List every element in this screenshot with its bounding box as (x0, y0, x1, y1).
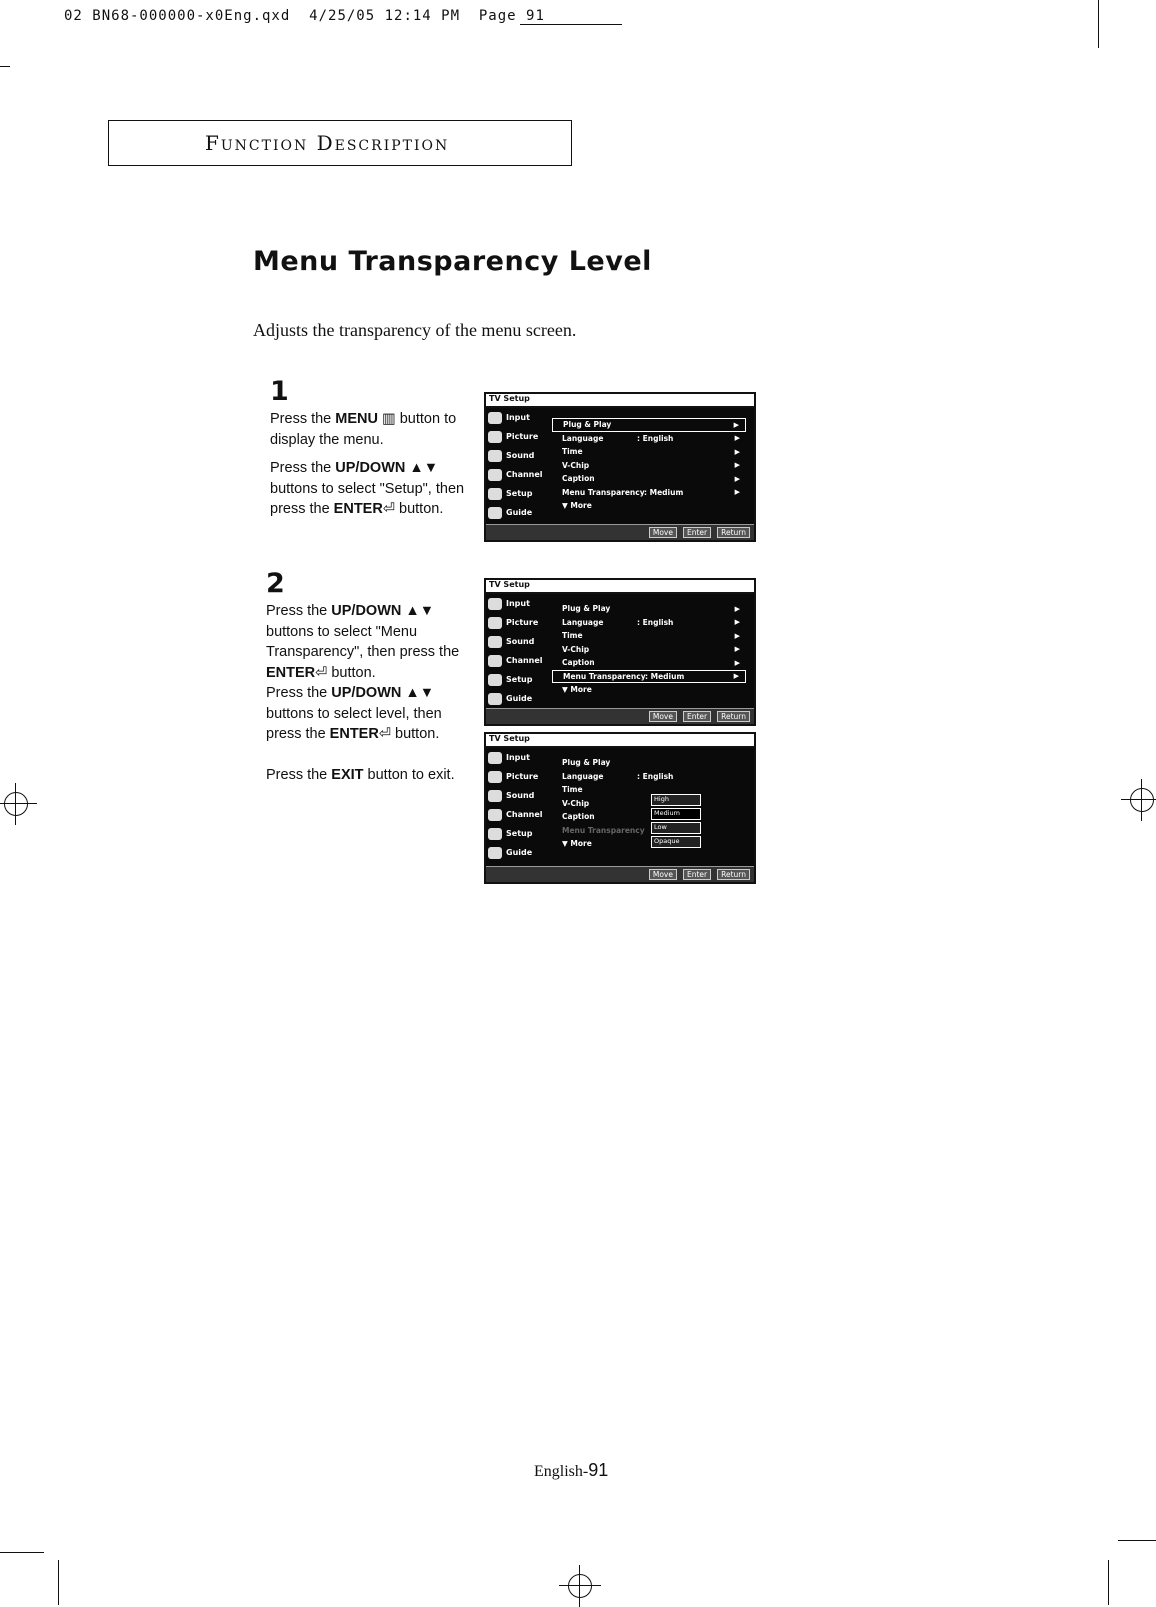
tv-sidebar-item (486, 503, 548, 522)
text: button. (394, 501, 444, 517)
level-option: Opaque (651, 836, 701, 848)
label: Input (506, 753, 530, 762)
tv-menu-screenshot-2 (484, 578, 756, 726)
label: Picture (506, 618, 539, 627)
text: Press the (270, 460, 336, 476)
tv-sidebar-item (486, 651, 548, 670)
label: Channel (506, 470, 543, 479)
channel-icon (488, 655, 502, 667)
button-name: UP/DOWN ▲▼ (331, 603, 435, 619)
menu-button-icon: ▥ (382, 411, 396, 427)
value: : English (637, 433, 674, 443)
tv-menu-item (552, 432, 746, 446)
tv-menu-item (552, 616, 746, 630)
channel-icon (488, 469, 502, 481)
label: V-Chip (562, 644, 590, 654)
tv-menu-item (552, 418, 746, 432)
step-paragraph (270, 458, 470, 520)
arrow-right-icon: ▶ (734, 474, 740, 483)
tv-menu-item (552, 810, 746, 824)
label: Language (562, 771, 604, 781)
tv-menu-item (552, 770, 746, 784)
input-icon (488, 598, 502, 610)
tv-menu-item (552, 459, 746, 473)
move-hint: Move (649, 527, 677, 538)
label: Channel (506, 810, 543, 819)
guide-icon (488, 507, 502, 519)
step-2 (266, 568, 476, 793)
label: Plug & Play (563, 420, 612, 430)
tv-sidebar-item (486, 465, 548, 484)
crop-mark (1098, 0, 1099, 48)
arrow-right-icon: ▶ (734, 488, 740, 497)
crop-mark (58, 1560, 59, 1605)
level-option-selected: Medium (651, 808, 701, 820)
step-paragraph (266, 601, 476, 683)
arrow-right-icon: ▶ (734, 604, 740, 613)
tv-menu-title: TV Setup (489, 394, 530, 403)
step-text (270, 409, 470, 520)
tv-sidebar (486, 594, 548, 708)
return-hint: Return (717, 711, 750, 722)
tv-menu-footer (486, 866, 754, 882)
enter-button-icon: ⏎ (378, 726, 391, 742)
text: buttons to select "Menu Transparency", then press the (266, 623, 460, 660)
enter-button-icon: ⏎ (315, 664, 328, 681)
tv-menu-items (552, 602, 746, 697)
channel-icon (488, 809, 502, 821)
crop-mark (1108, 1560, 1109, 1605)
step-number: 2 (266, 568, 285, 599)
setup-icon (488, 674, 502, 686)
tv-sidebar-item (486, 484, 548, 503)
sound-icon (488, 790, 502, 802)
text: buttons to select "Setup", then press the (270, 480, 465, 517)
text: buttons to select level, then press the (266, 705, 442, 742)
crop-line (520, 24, 622, 25)
tv-menu-header (486, 734, 754, 748)
label: ▼ More (562, 839, 592, 849)
arrow-right-icon: ▶ (734, 461, 740, 470)
input-icon (488, 752, 502, 764)
tv-menu-item (552, 683, 746, 697)
intro-text: Adjusts the transparency of the menu screen. (253, 320, 577, 340)
label: Picture (506, 772, 539, 781)
button-name: ENTER (266, 664, 316, 681)
text: button. (390, 726, 440, 742)
tv-sidebar-item (486, 748, 548, 767)
value: : Medium (645, 671, 685, 681)
level-option: High (651, 794, 701, 806)
page-prefix: English- (534, 1463, 589, 1480)
tv-menu-item (552, 797, 746, 811)
label: Setup (506, 829, 533, 838)
tv-menu-item (552, 499, 746, 513)
label: V-Chip (562, 798, 590, 808)
step-text (266, 601, 476, 785)
tv-sidebar-item (486, 689, 548, 708)
guide-icon (488, 847, 502, 859)
tv-sidebar-item (486, 824, 548, 843)
tv-menu-item (552, 486, 746, 500)
tv-menu-items (552, 418, 746, 513)
label: Sound (506, 637, 535, 646)
enter-hint: Enter (683, 869, 711, 880)
tv-menu-header (486, 394, 754, 408)
tv-sidebar-item (486, 446, 548, 465)
tv-menu-item (552, 643, 746, 657)
sound-icon (488, 450, 502, 462)
arrow-right-icon: ▶ (733, 420, 739, 429)
label: Menu Transparency (563, 671, 646, 681)
transparency-level-popup (651, 794, 701, 850)
slug-page: Page 91 (478, 8, 545, 24)
slug-line (64, 8, 545, 24)
button-name: ENTER (333, 501, 383, 517)
text: Press the (266, 766, 332, 783)
slug-datetime: 4/25/05 12:14 PM (309, 8, 461, 24)
text: button to display the menu. (270, 411, 457, 448)
text: button. (327, 664, 376, 681)
tv-sidebar-item (486, 408, 548, 427)
arrow-right-icon: ▶ (734, 618, 740, 627)
button-name: MENU (335, 411, 378, 427)
label: Guide (506, 848, 533, 857)
label: Picture (506, 432, 539, 441)
text: Press the (270, 411, 336, 427)
crop-mark (1118, 1540, 1156, 1541)
enter-button-icon: ⏎ (382, 501, 395, 517)
move-hint: Move (649, 869, 677, 880)
text: Press the (266, 603, 332, 619)
label: Time (562, 631, 583, 641)
label: Sound (506, 451, 535, 460)
slug-file: 02 BN68-000000-x0Eng.qxd (64, 8, 291, 24)
tv-sidebar-item (486, 632, 548, 651)
value: : English (637, 771, 674, 781)
tv-menu-item (552, 824, 746, 838)
tv-menu-item (552, 629, 746, 643)
tv-menu-screenshot-3 (484, 732, 756, 884)
tv-menu-item (552, 756, 746, 770)
label: Guide (506, 694, 533, 703)
label: Input (506, 599, 530, 608)
button-name: ENTER (329, 726, 379, 742)
label: Sound (506, 791, 535, 800)
label: V-Chip (562, 460, 590, 470)
button-name: UP/DOWN ▲▼ (331, 685, 435, 701)
arrow-right-icon: ▶ (734, 645, 740, 654)
tv-sidebar-item (486, 786, 548, 805)
value: : Medium (644, 487, 684, 497)
tv-menu-header (486, 580, 754, 594)
tv-menu-items (552, 756, 746, 851)
crop-mark (0, 1552, 44, 1553)
return-hint: Return (717, 869, 750, 880)
tv-menu-title: TV Setup (489, 734, 530, 743)
tv-sidebar-item (486, 843, 548, 862)
arrow-right-icon: ▶ (734, 434, 740, 443)
arrow-right-icon: ▶ (733, 672, 739, 681)
registration-mark-icon (4, 792, 28, 816)
label: Caption (562, 812, 595, 822)
label: Language (562, 617, 604, 627)
step-paragraph (266, 683, 476, 745)
tv-menu-item (552, 445, 746, 459)
guide-icon (488, 693, 502, 705)
return-hint: Return (717, 527, 750, 538)
page-number-value: 91 (588, 1460, 609, 1480)
tv-menu-item (552, 602, 746, 616)
step-number: 1 (270, 376, 289, 407)
tv-sidebar-item (486, 427, 548, 446)
tv-sidebar-item (486, 670, 548, 689)
tv-menu-title: TV Setup (489, 580, 530, 589)
label: Language (562, 433, 604, 443)
button-name: UP/DOWN ▲▼ (335, 460, 439, 476)
tv-menu-footer (486, 524, 754, 540)
section-header: Function Description (108, 120, 572, 166)
label: Guide (506, 508, 533, 517)
label: Caption (562, 658, 595, 668)
tv-menu-footer (486, 708, 754, 724)
label: Caption (562, 474, 595, 484)
setup-icon (488, 488, 502, 500)
tv-sidebar-item (486, 767, 548, 786)
label: Plug & Play (562, 604, 611, 614)
picture-icon (488, 431, 502, 443)
picture-icon (488, 617, 502, 629)
label: Menu Transparency (562, 487, 645, 497)
page-title: Menu Transparency Level (253, 246, 652, 277)
label: ▼ More (562, 501, 592, 511)
tv-sidebar-item (486, 594, 548, 613)
arrow-right-icon: ▶ (734, 658, 740, 667)
button-name: EXIT (331, 766, 364, 783)
tv-sidebar-item (486, 613, 548, 632)
tv-menu-item (552, 837, 746, 851)
registration-mark-icon (1130, 788, 1154, 812)
label: Plug & Play (562, 758, 611, 768)
label: Input (506, 413, 530, 422)
tv-menu-item (552, 670, 746, 684)
arrow-right-icon: ▶ (734, 447, 740, 456)
sound-icon (488, 636, 502, 648)
tv-sidebar (486, 408, 548, 524)
label: Setup (506, 675, 533, 684)
text: Press the (266, 685, 332, 701)
enter-hint: Enter (683, 711, 711, 722)
tv-sidebar (486, 748, 548, 866)
label: Time (562, 785, 583, 795)
picture-icon (488, 771, 502, 783)
step-paragraph (270, 409, 470, 450)
tv-menu-item (552, 656, 746, 670)
tv-sidebar-item (486, 805, 548, 824)
enter-hint: Enter (683, 527, 711, 538)
move-hint: Move (649, 711, 677, 722)
setup-icon (488, 828, 502, 840)
label: Setup (506, 489, 533, 498)
label: ▼ More (562, 685, 592, 695)
tv-menu-item (552, 472, 746, 486)
registration-mark-icon (568, 1574, 592, 1598)
tv-menu-screenshot-1 (484, 392, 756, 542)
arrow-right-icon: ▶ (734, 631, 740, 640)
level-option: Low (651, 822, 701, 834)
input-icon (488, 412, 502, 424)
step-paragraph (266, 765, 476, 786)
label: Channel (506, 656, 543, 665)
text: button to exit. (363, 766, 455, 783)
crop-mark (0, 66, 10, 67)
value: : English (637, 617, 674, 627)
page-number (534, 1460, 608, 1481)
label: Menu Transparency (562, 825, 645, 835)
label: Time (562, 447, 583, 457)
tv-menu-item (552, 783, 746, 797)
step-1 (270, 376, 470, 528)
